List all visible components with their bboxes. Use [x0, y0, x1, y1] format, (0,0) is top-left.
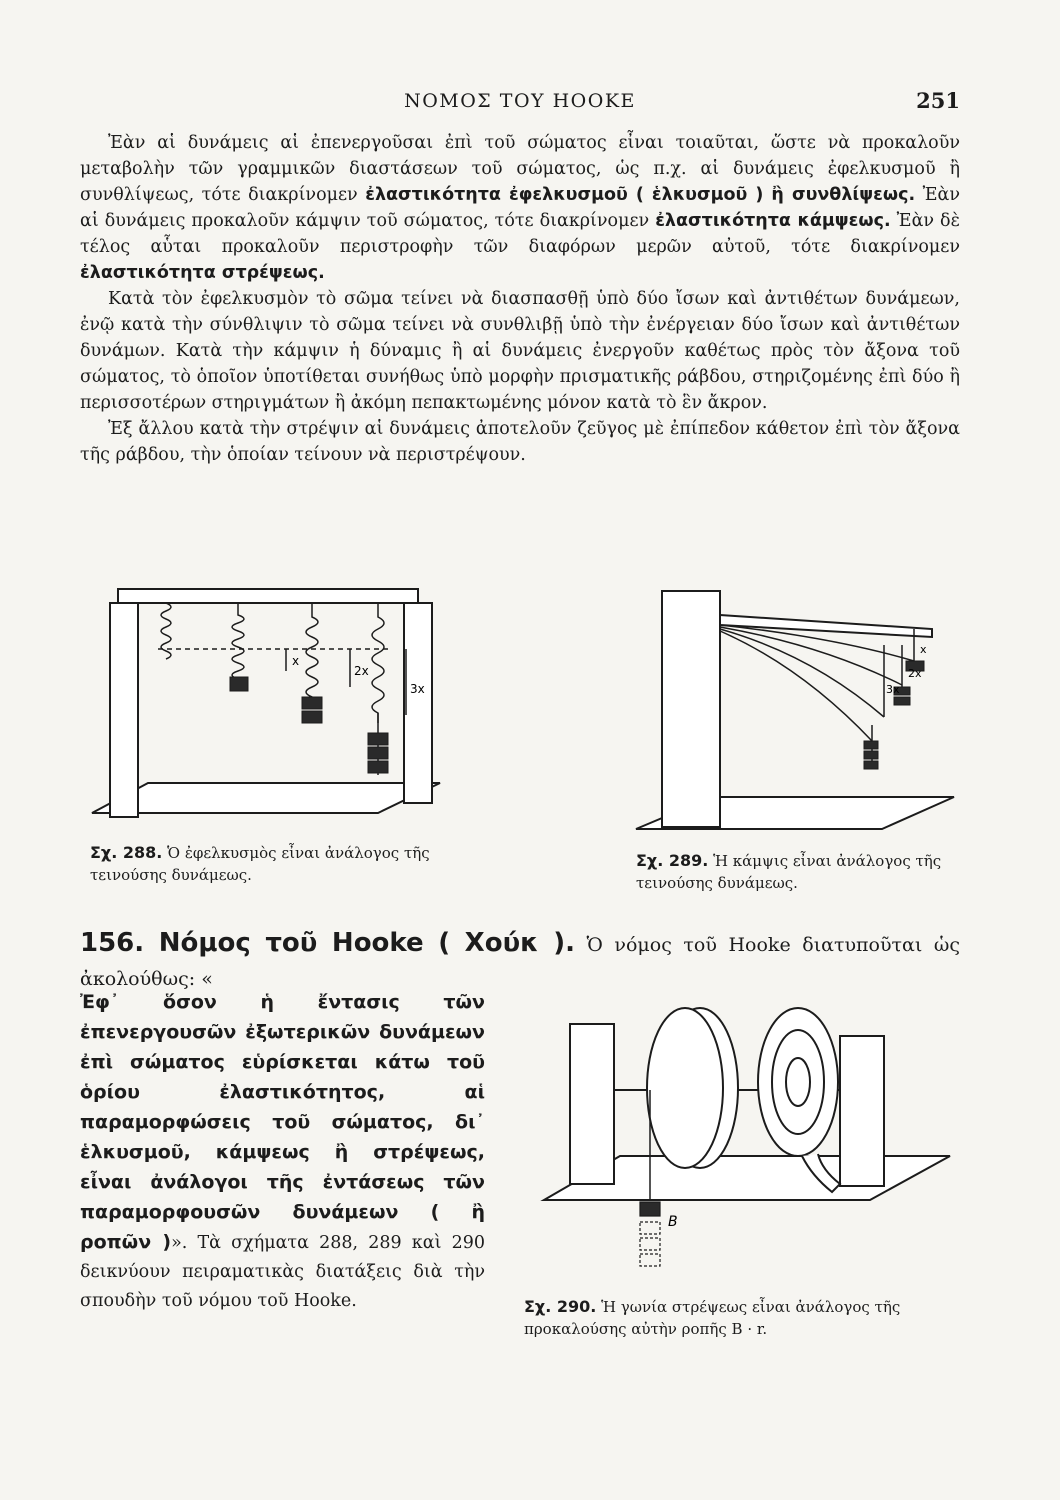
paragraph-2: Κατὰ τὸν ἐφελκυσμὸν τὸ σῶμα τείνει νὰ διασπασθῇ ὑπὸ δύο ἴσων καὶ ἀντιθέτων δυνάμεων, ἐνῷ κατὰ τὴν σύνθλιψιν τὸ σῶμα τείνει νὰ συνθλιβῇ ὑπὸ τὴν ἐνέργειαν δύο ἴσων καὶ ἀντιθέτων δυνάμων. Κατὰ τὴν κάμψιν ἡ δύναμις ἢ αἱ δυνάμεις ἐνεργοῦν καθέτως πρὸς τὸν ἄξονα τοῦ σώματος, τὸ ὁποῖον ὑποτίθεται συνήθως ὑπὸ μορφὴν πρισματικῆς ράβδου, στηριζομένης ἐπὶ δύο ἢ περισσοτέρων στηριγμάτων ἢ ἀκόμη πεπακτωμένης μόνον κατὰ τὸ ἓν ἄκρον.: [80, 289, 960, 413]
hooke-law-statement: Ἐφ᾽ ὅσον ἡ ἔντασις τῶν ἐπενεργουσῶν ἐξωτερικῶν δυνάμεων ἐπὶ σώματος εὑρίσκεται κάτω τοῦ ὁρίου ἐλαστικότητος, αἱ παραμορφώσεις τοῦ σώματος, δι᾽ ἑλκυσμοῦ, κάμψεως ἢ στρέψεως, εἶναι ἀνάλογοι τῆς ἐντάσεως τῶν παραμορφουσῶν δυνάμεων ( ἢ ροπῶν ): [80, 991, 485, 1253]
hooke-law-column: [80, 988, 485, 1316]
caption-288: Σχ. 288. Ὁ ἐφελκυσμὸς εἶναι ἀνάλογος τῆς τεινούσης δυνάμεως.: [90, 843, 430, 884]
mark-b: B: [668, 1214, 678, 1230]
mark-2x: 2x: [908, 667, 922, 680]
running-title: ΝΟΜΟΣ ΤΟΥ HOOKE: [404, 90, 636, 112]
page-header: [80, 88, 960, 116]
section-heading: 156. Νόμος τοῦ Hooke ( Χούκ ).: [80, 928, 575, 958]
caption-289: Σχ. 289. Ἡ κάμψις εἶναι ἀνάλογος τῆς τεινούσης δυνάμεως.: [636, 851, 942, 892]
figure-288-springs: [88, 575, 458, 835]
page-number: 251: [916, 88, 960, 113]
paragraph-3: Ἐξ ἄλλου κατὰ τὴν στρέψιν αἱ δυνάμεις ἀποτελοῦν ζεῦγος μὲ ἐπίπεδον κάθετον ἐπὶ τὸν ἄξονα τῆς ράβδου, τὴν ὁποίαν τείνουν νὰ περιστρέψουν.: [80, 419, 960, 465]
mark-x: x: [292, 654, 300, 668]
mark-3x: 3x: [410, 682, 425, 696]
term-bending: ἐλαστικότητα κάμψεως.: [655, 211, 891, 231]
figure-289-bending: [632, 585, 962, 835]
paragraph-1: Ἐὰν αἱ δυνάμεις αἱ ἐπενεργοῦσαι ἐπὶ τοῦ σώματος εἶναι τοιαῦται, ὥστε νὰ προκαλοῦν μεταβολὴν τῶν γραμμικῶν διαστάσεων τοῦ σώματος, ὡς π.χ. αἱ δυνάμεις ἐφελκυσμοῦ ἢ συνθλίψεως, τότε διακρίνομεν ἐλαστικότητα ἐφελκυσμοῦ ( ἑλκυσμοῦ ) ἢ συνθλίψεως. Ἐὰν αἱ δυνάμεις προκαλοῦν κάμψιν τοῦ σώματος, τότε διακρίνομεν ἐλαστικότητα κάμψεως. Ἐὰν δὲ τέλος αὗται προκαλοῦν περιστροφὴν τῶν διαφόρων μερῶν αὐτοῦ, τότε διακρίνομεν ἐλαστικότητα στρέψεως.: [80, 133, 960, 283]
section-heading-line: [80, 926, 960, 996]
intro-text: [80, 130, 960, 468]
mark-2x: 2x: [354, 664, 369, 678]
term-torsion: ἐλαστικότητα στρέψεως.: [80, 263, 325, 283]
figure-290-torsion: [540, 990, 960, 1290]
mark-x: x: [920, 643, 927, 656]
mark-3x: 3x: [886, 683, 900, 696]
caption-290: Σχ. 290. Ἡ γωνία στρέψεως εἶναι ἀνάλογος τῆς προκαλούσης αὐτὴν ροπῆς Β · r.: [524, 1297, 901, 1338]
section-intro: Ὁ νόμος τοῦ Hooke διατυποῦται ὡς ἀκολούθως: «: [80, 934, 961, 990]
term-tension: ἐλαστικότητα ἐφελκυσμοῦ ( ἑλκυσμοῦ ) ἢ συνθλίψεως.: [365, 185, 916, 205]
hooke-law-close: ». Τὰ σχήματα 288, 289 καὶ 290 δεικνύουν πειραματικὰς διατάξεις διὰ τὴν σπουδὴν τοῦ νόμου τοῦ Hooke.: [80, 1233, 486, 1311]
